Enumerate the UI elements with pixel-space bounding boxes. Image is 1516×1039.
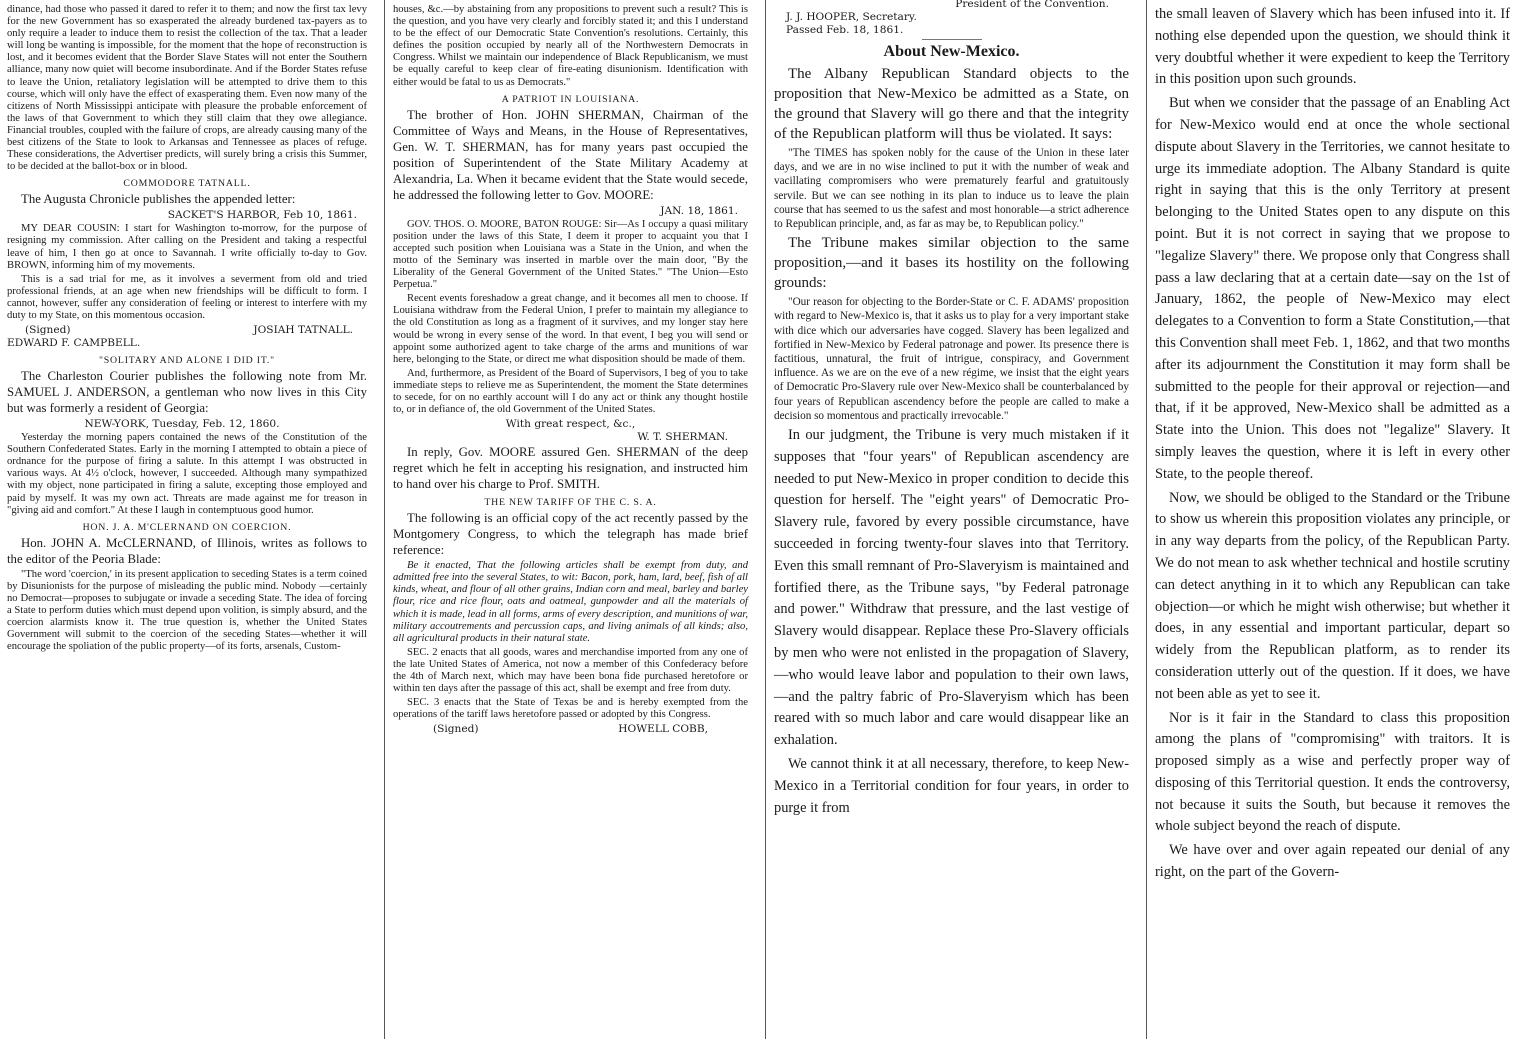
signature-line — [7, 324, 367, 337]
section-heading: HON. J. A. M'CLERNAND ON COERCION. — [82, 521, 292, 533]
paragraph: Now, we should be obliged to the Standard or the Tribune to show us wherein this proposition violates any principle, or in any way departs from the policy, of the Republican Party. We do not mean to ask whether technical and hostile scrutiny can detect anything in it to which any Republican can take objection—or which he might wish otherwise; but whether it does, in any essential and important particular, depart so widely from the Republican platform, as to render its consideration utterly out of the question. If it does, we have not been able as yet to see it. — [1155, 489, 1510, 702]
column-4 — [1146, 0, 1516, 1039]
letter-paragraph: MY DEAR COUSIN: I start for Washington to-morrow, for the purpose of resigning my commission. After calling on the President and taking a respectful leave of him, I then go at once to Savannah. I write officially to-day to Gov. BROWN, informing him of my movements. — [7, 223, 367, 271]
section-heading: "SOLITARY AND ALONE I DID IT." — [99, 355, 275, 367]
paragraph: The Albany Republican Standard objects to the proposition that New-Mexico be admitted as a State, on the ground that Slavery will go there and that the integrity of the Republican platform will thus be violated. It says: — [774, 66, 1129, 142]
signature-line — [393, 723, 748, 736]
paragraph: The Augusta Chronicle publishes the appended letter: — [21, 192, 296, 207]
signature-title: President of the Convention. — [955, 0, 1109, 10]
signed-label: (Signed) — [433, 723, 479, 736]
divider — [922, 39, 982, 40]
act-paragraph: SEC. 2 enacts that all goods, wares and merchandise imported from any one of the late United States of America, not now a member of this Confederacy before the 4th of March next, which may have been bona fide purchased heretofore or within ten days after the passage of this act, shall be exempt and free from duty. — [393, 646, 748, 695]
paragraph: The Tribune makes similar objection to the same proposition,—and it bases its hostility on the following grounds: — [774, 235, 1129, 292]
paragraph: The Charleston Courier publishes the following note from Mr. SAMUEL J. ANDERSON, a gentleman who now lives in this City but was formerly a resident of Georgia: — [7, 369, 367, 416]
article-continuation: dinance, had those who passed it dared to refer it to them; and now the first tax levy for the new Government has so exasperated the already burdened tax-payers as to only require a leader to induce them to resist the collection of the tax. That a leader will long be wanting is impossible, for the moment that the hope of reconstruction is lost, and it becomes evident that the Border Slave States will not enter the Southern alliance, many now quiet will become insubordinate. And if the Border States refuse to leave the Union, retaliatory legislation will be attempted to drive them to this course, which will only have the effect of exasperating them. Even now many of the citizens of North Mississippi anticipate with pleasure the probable enforcement of the laws of that Government to which they still claim that they owe allegiance. Financial troubles, coupled with the failure of crops, are already causing many of the best citizens of the State to look to Arkansas and Tennessee as places of refuge. These considerations, the Advertiser predicts, will surely bring a crisis this Summer, to be decided at the ballot-box or in blood. — [7, 4, 367, 173]
act-paragraph: Be it enacted, That the following articles shall be exempt from duty, and admitted free into the several States, to wit: Bacon, pork, ham, lard, beef, fish of all kinds, wheat, and flour of all other grains, Indian corn and meal, barley and barley flour, rice and rice flour, oats and oatmeal, gunpowder and all the materials of which it is made, lead in all forms, arms of every description, and munitions of war, military accoutrements and percussion caps, and living animals of all kinds; also, all agricultural products in their natural state. — [393, 560, 748, 644]
dateline: SACKET'S HARBOR, Feb 10, 1861. — [167, 209, 357, 222]
signed-label: (Signed) — [25, 324, 71, 337]
column-2 — [384, 0, 756, 1039]
column-1 — [3, 0, 375, 1039]
article-title: About New-Mexico. — [883, 43, 1020, 60]
quote-paragraph: "The word 'coercion,' in its present application to seceding States is a term coined by Disunionists for the purpose of misleading the public mind. Nobody —certainly no Democrat—proposes to subjugate or invade a seceding State. The idea of forcing a State to perform duties which must depend upon volition, is simply absurd, and the coercion alarmists know it. The true question is, whether the United States Government will submit to the coercion of the seceding States—whether it will encourage the spoliation of the public property—of its forts, arsenals, Custom- — [7, 568, 367, 653]
article-continuation: the small leaven of Slavery which has been infused into it. If nothing else depended upon the question, we should think it very doubtful whether it were expedient to keep the Territory in this position upon such grounds. — [1155, 6, 1510, 88]
act-paragraph: SEC. 3 enacts that the State of Texas be and is hereby exempted from the operations of the tariff laws heretofore passed or adopted by this Congress. — [393, 697, 748, 721]
signer-name: HOWELL COBB, — [618, 723, 708, 736]
paragraph: In reply, Gov. MOORE assured Gen. SHERMAN of the deep regret which he felt in accepting his resignation, and instructed him to hand over his charge to Prof. SMITH. — [393, 445, 748, 492]
dateline: JAN. 18, 1861. — [660, 204, 738, 217]
paragraph: The following is an official copy of the act recently passed by the Montgomery Congress, to which the telegraph has made brief reference: — [393, 511, 748, 558]
passed-line: Passed Feb. 18, 1861. — [786, 24, 904, 36]
letter-paragraph: GOV. THOS. O. MOORE, BATON ROUGE: Sir—As I occupy a quasi military position under the laws of this State, I deem it proper to acquaint you that I accepted such position when Louisiana was a State in the Union, and when the motto of the Seminary was inserted in marble over the main door, "By the Liberality of the General Government of the United States." "The Union—Esto Perpetua." — [393, 218, 748, 291]
dateline: NEW-YORK, Tuesday, Feb. 12, 1860. — [84, 418, 280, 431]
column-3 — [765, 0, 1137, 1039]
paragraph: But when we consider that the passage of an Enabling Act for New-Mexico would end at once the whole sectional dispute about Slavery in the Territories, we cannot hesitate to urge its immediate adoption. The Albany Standard is quite right in saying that this is the only Territory at present belonging to the United States open to any dispute on this point. But it is not correct in saying that we propose to "legalize Slavery" there. We propose only that Congress shall pass a law declaring that at a certain date—say on the 1st of January, 1862, the people of New-Mexico may elect delegates to a Convention to form a State Constitution,—that this Convention shall meet Feb. 1, 1862, and that two months after its adjournment the Constitution it may form shall be submitted to the people for their approval or rejection—and that, if it be approved, New-Mexico shall be admitted as a State into the Union. This does not "legalize" Slavery. It simply leaves the question, where it is left in every other State, to the people thereof. — [1155, 95, 1510, 482]
signer-name: W. T. SHERMAN. — [637, 431, 728, 444]
letter-paragraph: This is a sad trial for me, as it involves a severment from old and tried professional friends, at an age when new friendships will be difficult to form. I cannot, however, suffer any consideration of feeling or interest to interfere with my duty to my State, on this momentous occasion. — [7, 273, 367, 321]
paragraph: The brother of Hon. JOHN SHERMAN, Chairman of the Committee of Ways and Means, in the House of Representatives, Gen. W. T. SHERMAN, has for many years past occupied the position of Superintendent of the State Military Academy at Alexandria, La. When it became evident that the State would secede, he addressed the following letter to Gov. MOORE: — [393, 107, 748, 202]
section-heading: A PATRIOT IN LOUISIANA. — [501, 93, 640, 105]
signer-name: JOSIAH TATNALL. — [253, 324, 353, 337]
paragraph: We have over and over again repeated our denial of any right, on the part of the Govern- — [1155, 842, 1510, 881]
paragraph: We cannot think it at all necessary, therefore, to keep New-Mexico in a Territorial condition for four years, in order to purge it from — [774, 756, 1129, 816]
closing-line: With great respect, &c., — [505, 418, 636, 431]
quote-paragraph: "Our reason for objecting to the Border-State or C. F. ADAMS' proposition with regard to New-Mexico is, that it asks us to play for a very important stake with dice which our adversaries have cogged. Slavery has been legalized and fortified in New-Mexico by Federal patronage and power. Its presence there is factitious, unnatural, the fruit of intrigue, conspiracy, and Government influence. As we are on the eve of a new régime, we insist that the eight years of Democratic Pro-Slavery rule over New-Mexico shall be counterbalanced by four years of Republican ascendency before the people are called to make a decision so momentous and practically irrevocable." — [774, 296, 1129, 422]
quote-paragraph: "The TIMES has spoken nobly for the cause of the Union in these later days, and we are in no wise inclined to put it with the number of weak and vacillating compromisers who were prematurely fearful and gratuitously servile. But we can see nothing in its plan to induce us to leave the plain course that has seemed to us the safest and most honorable—a strict adherence to Republican principle, and, as far as may be, to Republican policy." — [774, 147, 1129, 231]
paragraph: In our judgment, the Tribune is very much mistaken if it supposes that "four years" of Republican ascendency are needed to put New-Mexico in proper condition to decide this question for herself. The "eight years" of Democratic Pro-Slavery rule, favored by every possible circumstance, have succeeded in forcing twenty-four slaves into that Territory. Even this small remnant of Pro-Slaveryism is maintained and fortified there, as the Tribune says, "by Federal patronage and power." Withdraw that pressure, and the last vestige of Slavery would disappear. Replace these Pro-Slavery officials by men who were not enlisted in the propagation of Slavery,—who would leave labor and population to their own laws,—and the paltry fabric of Pro-Slaveryism which has been reared with so much labor and care would disappear like an exhalation. — [774, 427, 1129, 749]
letter-paragraph: Recent events foreshadow a great change, and it becomes all men to choose. If Louisiana withdraw from the Federal Union, I prefer to maintain my allegiance to the old Constitution as long as a fragment of it survives, and my longer stay here would be wrong in every sense of the word. In that event, I beg you will send or appoint some authorized agent to take charge of the arms and munitions of war here, belonging to the State, or direct me what disposition should be made of them. — [393, 293, 748, 365]
article-continuation: houses, &c.—by abstaining from any propositions to prevent such a result? This is the question, and you have very clearly and forcibly stated it; and this I understand to be the effect of our Democratic State Convention's resolutions. Certainly, this defines the position occupied by nearly all of the Northwestern Democrats in Congress. Whilst we maintain our independence of Black Republicanism, we must be equally careful to keep clear of fire-eating disunionism. Identification with either would be fatal to us as Democrats." — [393, 4, 748, 88]
section-heading: COMMODORE TATNALL. — [123, 178, 251, 190]
section-heading: THE NEW TARIFF OF THE C. S. A. — [484, 497, 657, 509]
letter-paragraph: And, furthermore, as President of the Board of Supervisors, I beg of you to take immediate steps to relieve me as Superintendent, the moment the State determines to secede, for on no earthly account will I do any act or think any thought hostile to, or in defiance of, the old Government of the United States. — [393, 367, 748, 416]
paragraph: Hon. JOHN A. McCLERNAND, of Illinois, writes as follows to the editor of the Peoria Blade: — [7, 535, 367, 566]
paragraph: Nor is it fair in the Standard to class this proposition among the plans of "compromising" with traitors. It is proposed simply as a wise and perfectly proper way of disposing of this Territorial question. It ends the controversy, not because it suits the South, but because it removes the whole subject beyond the reach of dispute. — [1155, 709, 1510, 835]
recipient-line: EDWARD F. CAMPBELL. — [7, 337, 141, 350]
letter-paragraph: Yesterday the morning papers contained the news of the Constitution of the Southern Confederated States. Early in the morning I attempted to obtain a piece of ordnance for the purpose of firing a salute. In this attempt I was obstructed in various ways. At 4½ o'clock, however, I succeeded. Although many sympathized with my object, none participated in firing a salute, excepting those employed and paid by myself. It was my own act. Threats are made against me for treason in "giving aid and comfort." At these I laugh in contemptuous good humor. — [7, 432, 367, 516]
secretary-line: J. J. HOOPER, Secretary. — [786, 11, 917, 23]
